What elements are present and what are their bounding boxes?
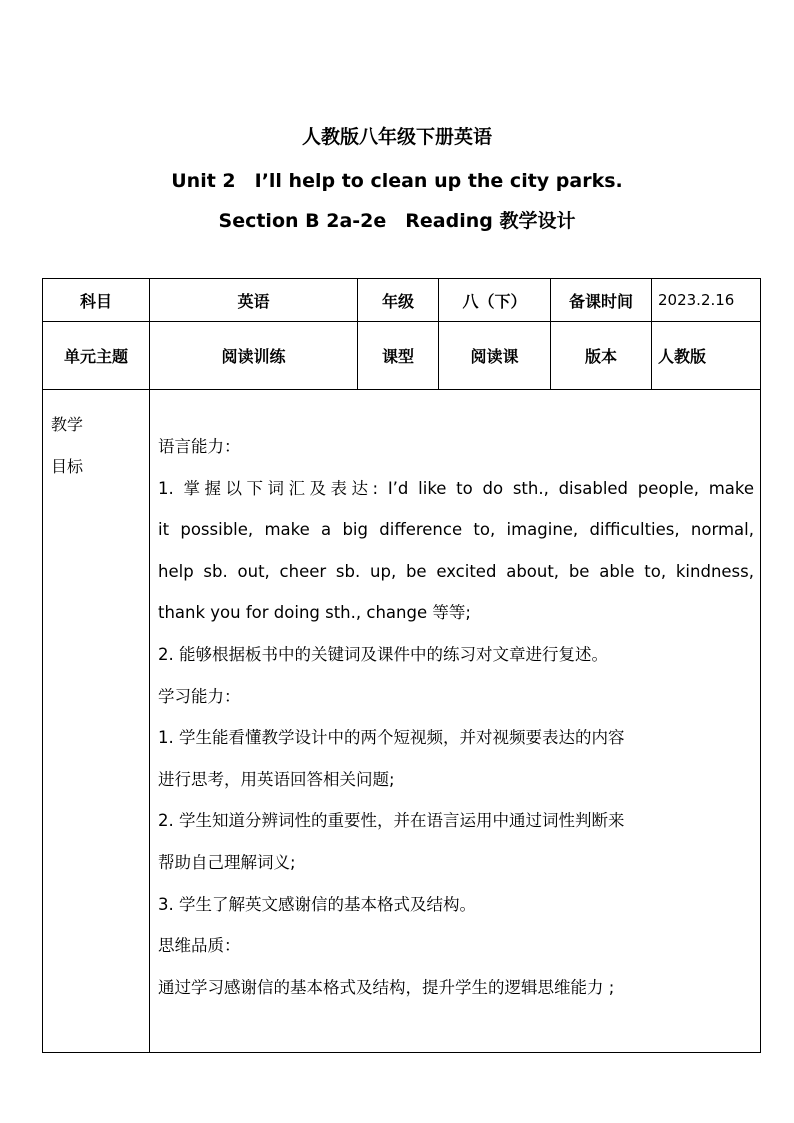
objective-line: 学习能力： xyxy=(158,686,241,706)
prep-time-value: 2023.2.16 xyxy=(652,279,761,322)
subject-value: 英语 xyxy=(150,279,358,322)
objective-line: it possible, make a big difference to, imagine, difficulties, normal, xyxy=(158,520,754,540)
table-row xyxy=(43,322,761,390)
edition-value: 人教版 xyxy=(652,322,761,390)
lesson-plan-table xyxy=(42,278,761,1053)
unit-theme-value: 阅读训练 xyxy=(150,322,358,390)
lesson-type-value: 阅读课 xyxy=(439,322,551,390)
table-row xyxy=(43,390,761,1053)
objectives-label-line: 目标 xyxy=(51,457,84,476)
objective-line: 2. 学生知道分辨词性的重要性，并在语言运用中通过词性判断来 xyxy=(158,811,625,831)
unit-title: Unit 2 I’ll help to clean up the city parks. xyxy=(171,170,623,192)
objective-line: 思维品质： xyxy=(158,936,241,956)
edition-label: 版本 xyxy=(551,322,652,390)
objective-line: 进行思考，用英语回答相关问题; xyxy=(158,769,395,789)
objective-line: 2. 能够根据板书中的关键词及课件中的练习对文章进行复述。 xyxy=(158,644,608,664)
objectives-content xyxy=(150,390,761,1053)
lesson-type-label: 课型 xyxy=(358,322,439,390)
unit-theme-label: 单元主题 xyxy=(43,322,150,390)
objective-line: 1. 学生能看懂教学设计中的两个短视频，并对视频要表达的内容 xyxy=(158,728,625,748)
grade-value: 八（下） xyxy=(439,279,551,322)
objectives-label-line: 教学 xyxy=(51,415,84,434)
objective-line: 帮助自己理解词义; xyxy=(158,852,296,872)
section-title: Section B 2a-2e Reading 教学设计 xyxy=(218,210,576,232)
document-title: 人教版八年级下册英语 xyxy=(301,126,492,148)
objective-line: help sb. out, cheer sb. up, be excited about, be able to, kindness, xyxy=(158,561,754,581)
objective-line: 3. 学生了解英文感谢信的基本格式及结构。 xyxy=(158,894,476,914)
objective-line: thank you for doing sth., change 等等; xyxy=(158,603,471,623)
table-row xyxy=(43,279,761,322)
grade-label: 年级 xyxy=(358,279,439,322)
objective-line: 通过学习感谢信的基本格式及结构，提升学生的逻辑思维能力 ; xyxy=(158,977,615,997)
objective-line: 1. 掌握以下词汇及表达: I’d like to do sth., disabled people, make xyxy=(158,478,754,498)
objective-line: 语言能力： xyxy=(158,437,241,456)
subject-label: 科目 xyxy=(43,279,150,322)
objectives-label xyxy=(43,390,150,1053)
prep-time-label: 备课时间 xyxy=(551,279,652,322)
